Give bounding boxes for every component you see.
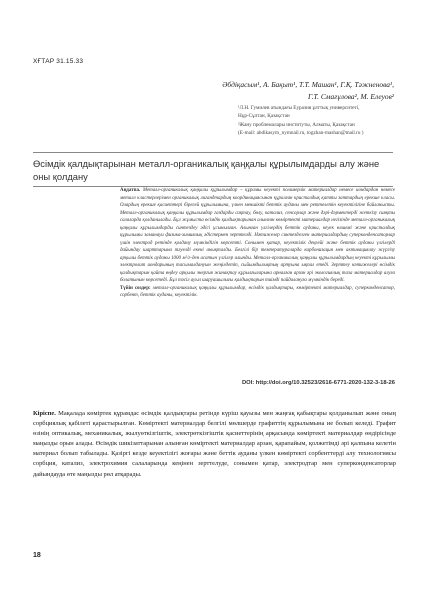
title-rule-top — [33, 152, 393, 153]
abstract-block — [120, 187, 395, 300]
introduction — [33, 409, 396, 480]
paper-title: Өсімдік қалдықтарынан металл-органикалық қаңқалы құрылымдарды алу және оны қолдану — [33, 158, 380, 182]
authors-line-2: Г.Т. Смағұлова², М. Елеуов² — [308, 92, 394, 101]
abstract-label: Аңдатпа. — [120, 188, 141, 193]
abstract-paragraph — [120, 187, 395, 285]
doi-link[interactable]: DOI: http://doi.org/10.32523/2616-6771-2020-132-3-18-26 — [241, 380, 395, 386]
abstract-text: Металл-органикалық қаңқалы құрылымдар – құрамы кеуекті полимерлік материалдар немесе иондардан немесе металл кластерлерімен органикалық лигандтардың координациясынан құралған кристалдық қатты заттардың ерекше класы. Олардың ерекше қасиеттері бірегей құрылымына, үлкен меншікті беттік ауданы мен реттелетін кеуектілігіне байланысты. Металл-органикалық қаңқалы құрылымдар газдарды сақтау, бөлу, катализ, сенсорлар және дәрі-дәрмектерді жеткізу сияқты салаларда қолданылады. Бұл жұмыста өсімдік қалдықтарынан алынған көміртекті материалдар негізінде металл-органикалық қаңқалы құрылымдарды синтездеу әдісі ұсынылған. Алынған үлгілердің беттік ауданы, кеуек өлшемі және кристалдық құрылымы заманауи физика-химиялық әдістермен зерттелді. Нәтижелер синтезделген материалдардың суперконденсаторлар үшін электрод ретінде қолдану мүмкіндігін көрсетті. Сонымен қатар, кеуектілік деңгейі және беттік ауданы үлгілерді дайындау шарттарына тәуелді екені анықталды. Белгілі бір температураларда карбонизация мен активациялау жүргізу арқылы беттік ауданы 1000 м²/г-ден асатын үлгілер алынды. Металл-органикалық қаңқалы құрылымдардың кеуекті құрылымы электролит иондарының тасымалдануын жеңілдетіп, сыйымдылықтың артуына ықпал етеді. Зерттеу нәтижелері өсімдік қалдықтарын қайта өңдеу арқылы энергия жинақтау құрылғыларына арналған арзан әрі экологиялық таза материалдар алуға болатынын көрсетеді. Бұл тәсіл ауыл шаруашылығы қалдықтарын тиімді пайдалануға мүмкіндік береді. — [120, 188, 395, 283]
keywords-label: Түйін сөздер: — [120, 285, 151, 291]
udc-code: ХҒТАР 31.15.33 — [33, 58, 84, 65]
affiliation-email: (E-mail: abdikasym_nymnail.ru, togzhan-mashan@mail.ru ) — [238, 130, 364, 137]
affiliation-line: Нұр-Сұлтан, Қазақстан — [238, 113, 290, 120]
affiliation-line: ²Жану проблемалары институты, Алматы, Қазақстан — [238, 121, 355, 128]
affiliations — [238, 104, 398, 138]
page-number: 18 — [33, 552, 41, 559]
affiliation-line: ¹Л.Н. Гумилев атындағы Еуразия ұлттық университеті, — [238, 105, 360, 111]
keywords-text: металл-органикалық қаңқалы құрылымдар, өсімдік қалдықтары, көміртекті материалдар, суперконденсатор, сорбент, беттік ауданы, кеуектілік. — [120, 285, 395, 298]
authors-line-1: Әбдіқасым¹, А. Бақыт¹, Т.Т. Машан¹, Г.Қ. Тәжненова¹, — [222, 80, 394, 89]
intro-label: Кіріспе. — [33, 410, 56, 417]
intro-text: Мақалада көміртек құрамдас өсімдік қалдықтары ретінде күріш қауызы мен жаңғақ қабықтары қолданылып және оның сорбциялық қабілеті қарастырылған. Көміртекті материалдар белгілі мөлшерде графиттің құрылымына ие болып келеді. Графит өзінің оптикалық, механикалық, жылуөткізгіштік, электрөткізгіштік қасиеттерінің арқасында көміртекті материалдар өндірісінде маңызды орын алады. Өсімдік шикізаттарынан алынған көміртекті материалдар арзан, қарапайым, қолжетімді әрі қалпына келетін материал болып табылады. Қазіргі кезде кеуектілігі жоғары және беттік ауданы үлкен көміртекті сорбенттерді алу технологиясы сорбция, катализ, электрохимия салаларында кеңінен зерттелуде, сонымен қатар, электродтар мен суперконденсаторлар дайындауда өте маңызды рөл атқарады. — [33, 410, 396, 478]
keywords-paragraph — [120, 285, 395, 300]
